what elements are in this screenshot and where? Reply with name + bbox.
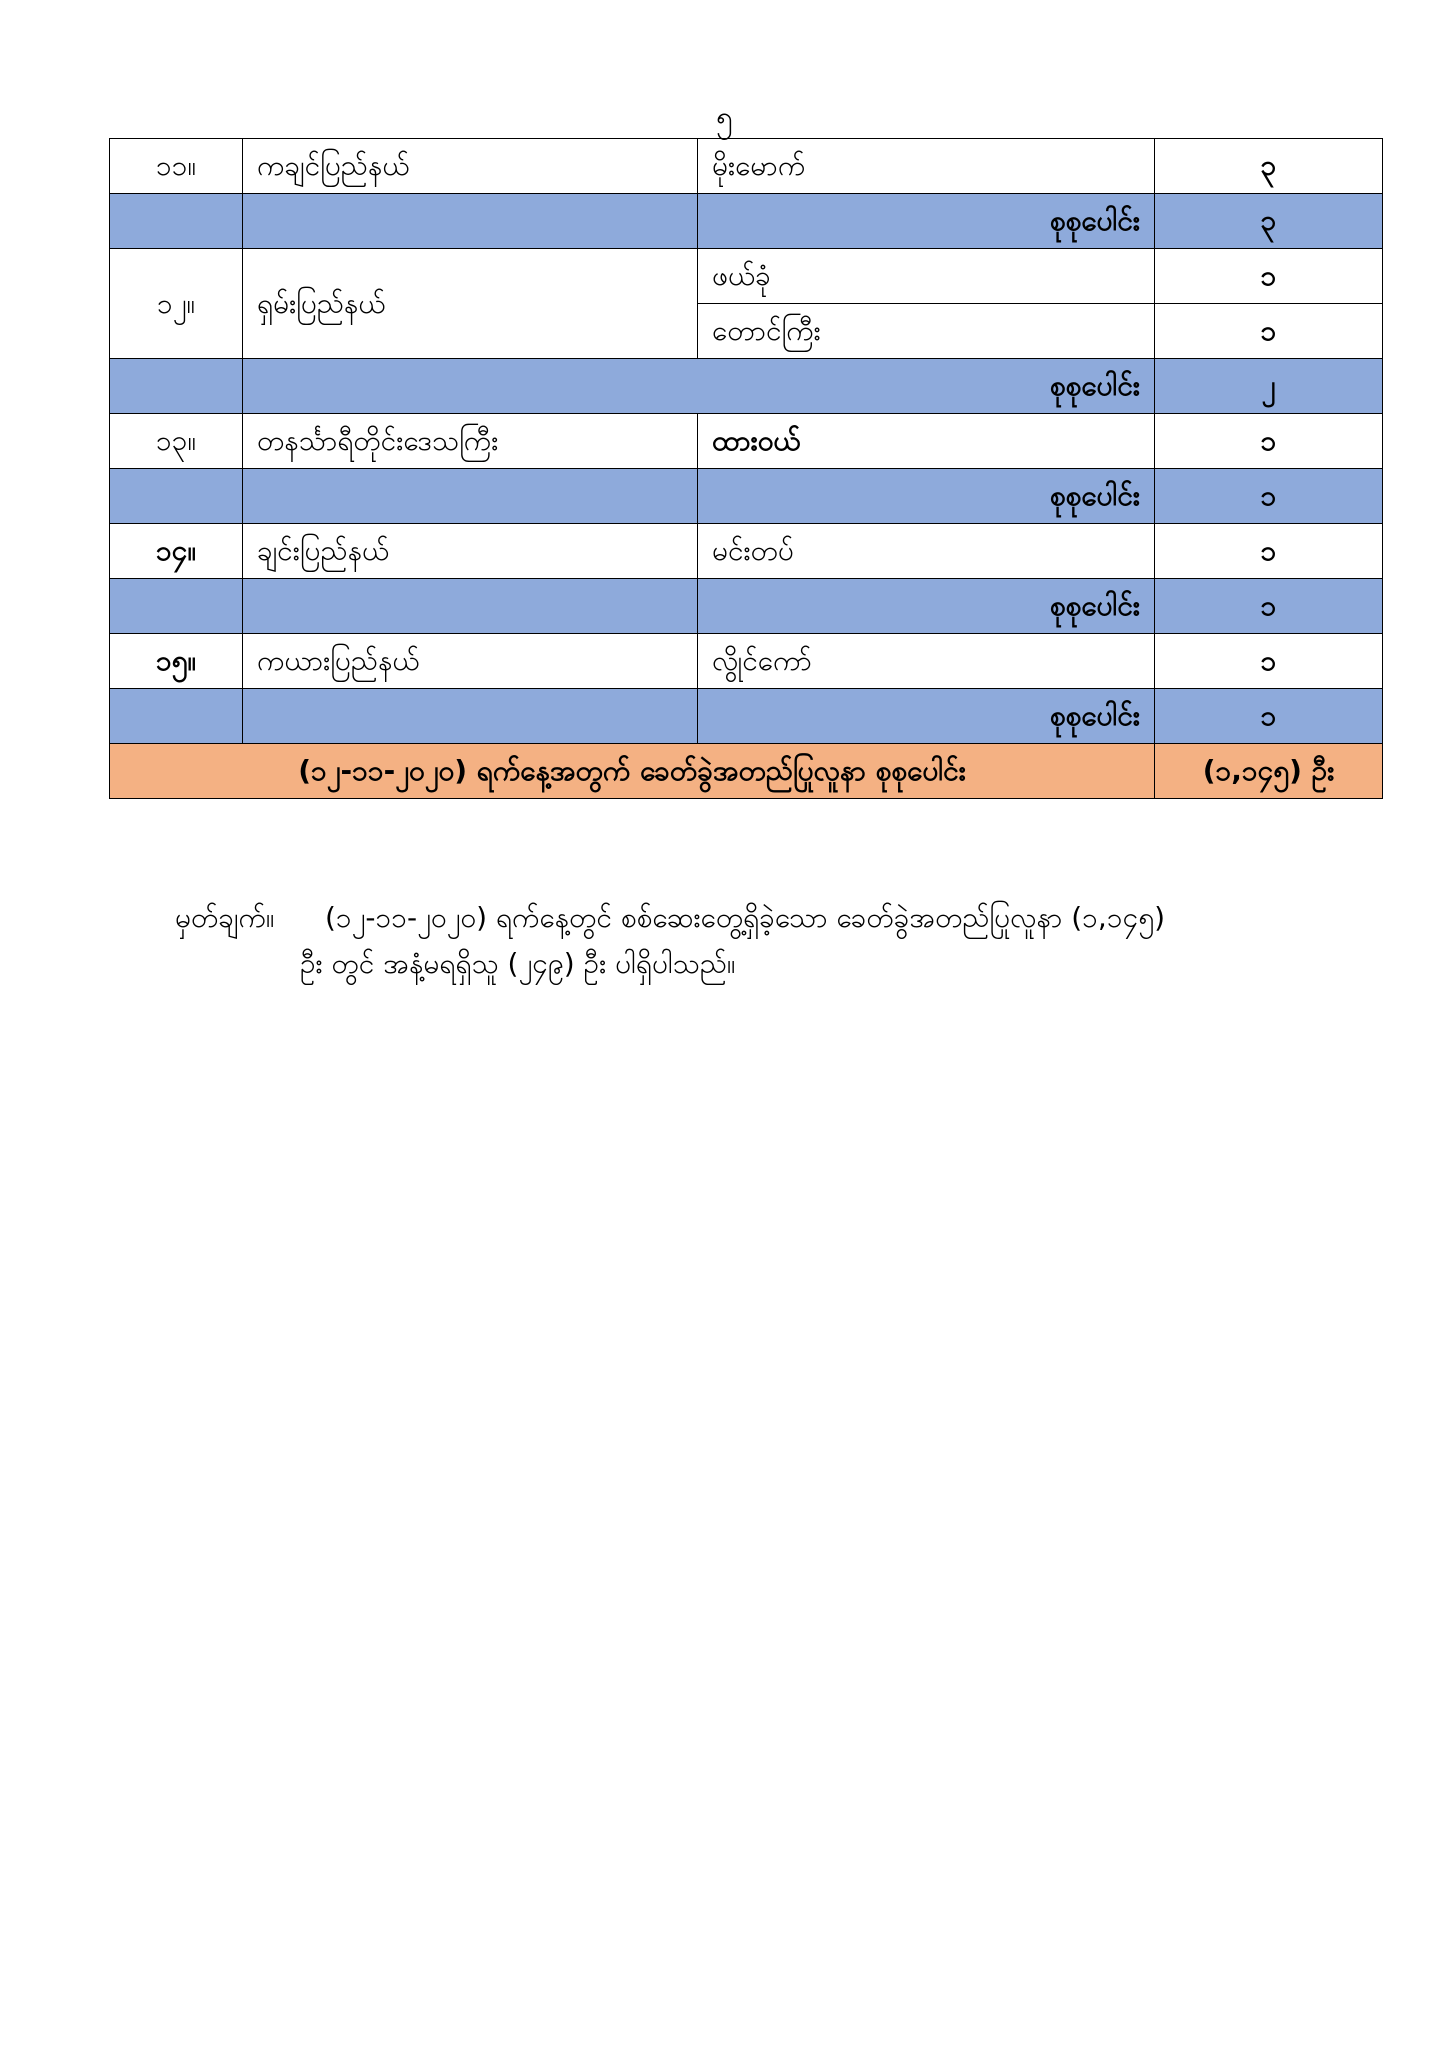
empty-cell (110, 689, 243, 744)
remark-line-2: ဦး တွင် အနံ့မရရှိသူ (၂၄၉) ဦး ပါရှိပါသည်။ (300, 947, 736, 980)
remark-line-1: (၁၂-၁၁-၂၀၂၀) ရက်နေ့တွင် စစ်ဆေးတွေ့ရှိခဲ့သော ခေတ်ခွဲအတည်ပြုလူနာ (၁,၁၄၅) (325, 901, 1165, 934)
case-count: ၁ (1155, 249, 1383, 304)
township-name: ဖယ်ခုံ (698, 249, 1155, 304)
subtotal-label: စုစုပေါင်း (698, 689, 1155, 744)
township-name: မင်းတပ် (698, 524, 1155, 579)
case-count: ၁ (1155, 414, 1383, 469)
grand-total-label: (၁၂-၁၁-၂၀၂၀) ရက်နေ့အတွက် ခေတ်ခွဲအတည်ပြုလူနာ စုစုပေါင်း (110, 744, 1155, 799)
grand-total-row (110, 744, 1383, 799)
row-number: ၁၂။ (110, 249, 243, 359)
page-number: ၅ (716, 100, 733, 135)
empty-cell (243, 579, 698, 634)
subtotal-count: ၂ (1155, 359, 1383, 414)
state-name: တနင်္သာရီတိုင်းဒေသကြီး (243, 414, 698, 469)
state-name: ကချင်ပြည်နယ် (243, 139, 698, 194)
table-row (110, 524, 1383, 579)
case-count: ၃ (1155, 139, 1383, 194)
township-name: မိုးမောက် (698, 139, 1155, 194)
subtotal-count: ၁ (1155, 579, 1383, 634)
covid-cases-table (109, 138, 1383, 799)
remark-note (175, 895, 1375, 987)
empty-cell (243, 469, 698, 524)
subtotal-row (110, 469, 1383, 524)
subtotal-count: ၃ (1155, 194, 1383, 249)
township-name: လွိုင်ကော် (698, 634, 1155, 689)
state-name: ကယားပြည်နယ် (243, 634, 698, 689)
empty-cell (110, 579, 243, 634)
empty-cell (243, 194, 698, 249)
grand-total-value: (၁,၁၄၅) ဦး (1155, 744, 1383, 799)
subtotal-count: ၁ (1155, 689, 1383, 744)
state-name: ရှမ်းပြည်နယ် (243, 249, 698, 359)
subtotal-row (110, 689, 1383, 744)
subtotal-label: စုစုပေါင်း (698, 469, 1155, 524)
table-row (110, 139, 1383, 194)
subtotal-row (110, 579, 1383, 634)
empty-cell (110, 194, 243, 249)
subtotal-label: စုစုပေါင်း (698, 579, 1155, 634)
township-name: တောင်ကြီး (698, 304, 1155, 359)
table-row (110, 249, 1383, 304)
township-name: ထားဝယ် (698, 414, 1155, 469)
empty-cell (243, 689, 698, 744)
state-name: ချင်းပြည်နယ် (243, 524, 698, 579)
empty-cell (110, 359, 243, 414)
subtotal-label: စုစုပေါင်း (243, 359, 1155, 414)
table-row (110, 414, 1383, 469)
case-count: ၁ (1155, 304, 1383, 359)
subtotal-row (110, 194, 1383, 249)
subtotal-row (110, 359, 1383, 414)
case-count: ၁ (1155, 524, 1383, 579)
subtotal-count: ၁ (1155, 469, 1383, 524)
subtotal-label: စုစုပေါင်း (698, 194, 1155, 249)
row-number: ၁၃။ (110, 414, 243, 469)
empty-cell (110, 469, 243, 524)
remark-label: မှတ်ချက်။ (175, 901, 275, 934)
row-number: ၁၄။ (110, 524, 243, 579)
row-number: ၁၅။ (110, 634, 243, 689)
table-row (110, 634, 1383, 689)
case-count: ၁ (1155, 634, 1383, 689)
row-number: ၁၁။ (110, 139, 243, 194)
